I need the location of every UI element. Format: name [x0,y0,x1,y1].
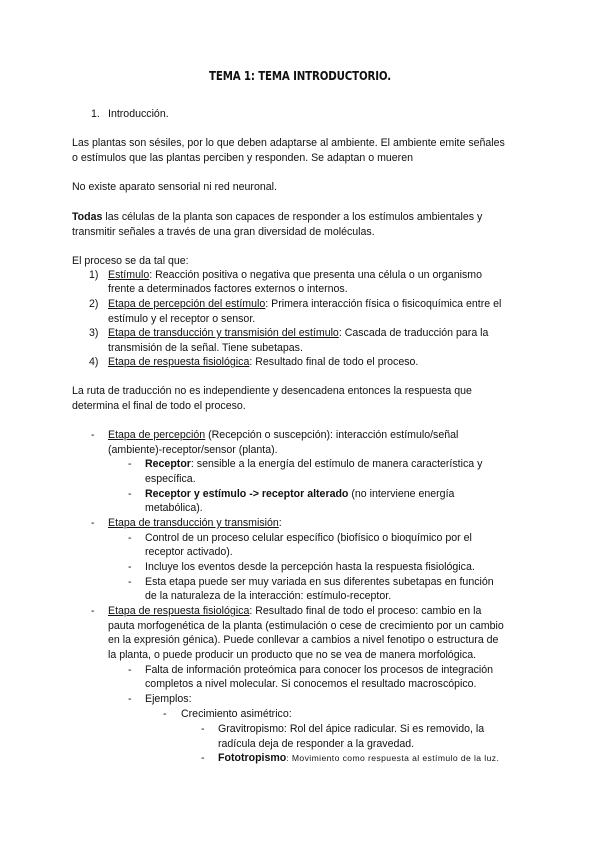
step-term: Etapa de transducción y transmisión del estímulo [108,327,339,339]
bullet-dash: - [91,605,95,617]
text-span: : Resultado final de todo el proceso: cambio en la [249,605,482,617]
example-dash: - [201,723,205,735]
sub-bullet-dash: - [128,532,132,544]
paragraph-line: determina el final de todo el proceso. [72,400,246,412]
example-line [218,751,499,765]
sub-sub-bullet-line: Crecimiento asimétrico: [181,708,292,720]
sub-bullet-dash: - [128,488,132,500]
sub-bullet-line: específica. [145,473,196,485]
step-line: frente a determinados factores externos o internos. [108,283,348,295]
bullet-line: pauta morfogenética de la planta (estimulación o cese de crecimiento por un cambio [108,620,504,632]
text-span: : Resultado final de todo el proceso. [249,356,419,368]
paragraph-line [72,210,482,224]
text-span: : Movimiento como respuesta al estímulo de la luz. [286,753,500,763]
step-number: 4) [89,356,99,368]
example-dash: - [201,752,205,764]
step-term: Estímulo [108,269,150,281]
step-line [108,268,482,282]
bullet-line [108,604,481,618]
bold-term: Fototropismo [218,752,287,764]
paragraph: No existe aparato sensorial ni red neuronal. [72,181,277,193]
sub-bullet-line: de la naturaleza de la interacción: estímulo-receptor. [145,590,392,602]
paragraph-line: Las plantas son sésiles, por lo que deben adaptarse al ambiente. El ambiente emite señales [72,137,505,149]
sub-bullet-line: Esta etapa puede ser muy variada en sus diferentes subetapas en función [145,576,494,588]
paragraph-line: o estímulos que las plantas perciben y responden. Se adaptan o mueren [72,152,413,164]
example-line: radícula deja de responder a la gravedad. [218,738,415,750]
sub-sub-bullet-dash: - [163,708,167,720]
step-number: 1) [89,269,99,281]
bullet-term: Etapa de respuesta fisiológica [108,605,250,617]
step-term: Etapa de percepción del estímulo [108,298,266,310]
bullet-term: Etapa de transducción y transmisión [108,517,279,529]
bullet-line: (ambiente)-receptor/sensor (planta). [108,444,278,456]
step-number: 3) [89,327,99,339]
sub-bullet-line: receptor activado). [145,546,233,558]
step-line [108,355,418,369]
sub-bullet-line: Ejemplos: [145,693,192,705]
text-span: (Recepción o suscepción): interacción estímulo/señal [205,429,459,441]
text-span: : [278,517,282,529]
sub-bullet-line [145,457,482,471]
sub-bullet-dash: - [128,693,132,705]
text-span: : Cascada de traducción para la [338,327,489,339]
bold-word: Todas [72,211,103,223]
bullet-dash: - [91,517,95,529]
bullet-term: Etapa de percepción [108,429,206,441]
step-term: Etapa de respuesta fisiológica [108,356,250,368]
bullet-line [108,516,282,530]
sub-bullet-dash: - [128,664,132,676]
sub-bullet-line: Falta de información proteómica para conocer los procesos de integración [145,664,494,676]
example-line: Gravitropismo: Rol del ápice radicular. Si es removido, la [218,723,485,735]
sub-bullet-line: completos a nivel molecular. Si conocemos el resultado macroscópico. [145,678,477,690]
bullet-line [108,428,458,442]
sub-bullet-line: Control de un proceso celular específico (biofísico o bioquímico por el [145,532,472,544]
paragraph: El proceso se da tal que: [72,255,189,267]
bullet-line: la planta, o puede producir un producto que no se vea de manera morfológica. [108,649,477,661]
section-heading: Introducción. [108,108,169,120]
text-span: : Primera interacción física o fisicoquímica entre el [265,298,502,310]
text-span: (no interviene energía [348,488,455,500]
step-line [108,326,488,340]
sub-bullet-dash: - [128,561,132,573]
bullet-dash: - [91,429,95,441]
sub-bullet-line [145,487,454,501]
text-span: las células de la planta son capaces de responder a los estímulos ambientales y [102,211,483,223]
page-title: TEMA 1: TEMA INTRODUCTORIO. [209,68,391,83]
bold-term: Receptor [145,458,191,470]
sub-bullet-dash: - [128,458,132,470]
text-span: : sensible a la energía del estímulo de manera característica y [190,458,483,470]
step-line [108,297,501,311]
paragraph-line: La ruta de traducción no es independiente y desencadena entonces la respuesta que [72,385,472,397]
step-line: transmisión de la señal. Tiene subetapas. [108,342,303,354]
text-span: : Reacción positiva o negativa que presenta una célula o un organismo [149,269,482,281]
step-line: estímulo y el receptor o sensor. [108,313,256,325]
bullet-line: en la expresión génica). Puede conllevar a cambios a nivel fenotipo o estructura de [108,634,499,646]
section-number: 1. [91,108,100,120]
sub-bullet-dash: - [128,576,132,588]
step-number: 2) [89,298,99,310]
sub-bullet-line: Incluye los eventos desde la percepción hasta la respuesta fisiológica. [145,561,475,573]
bold-term: Receptor y estímulo -> receptor alterado [145,488,349,500]
paragraph-line: transmitir señales a través de una gran diversidad de moléculas. [72,226,375,238]
sub-bullet-line: metabólica). [145,502,203,514]
